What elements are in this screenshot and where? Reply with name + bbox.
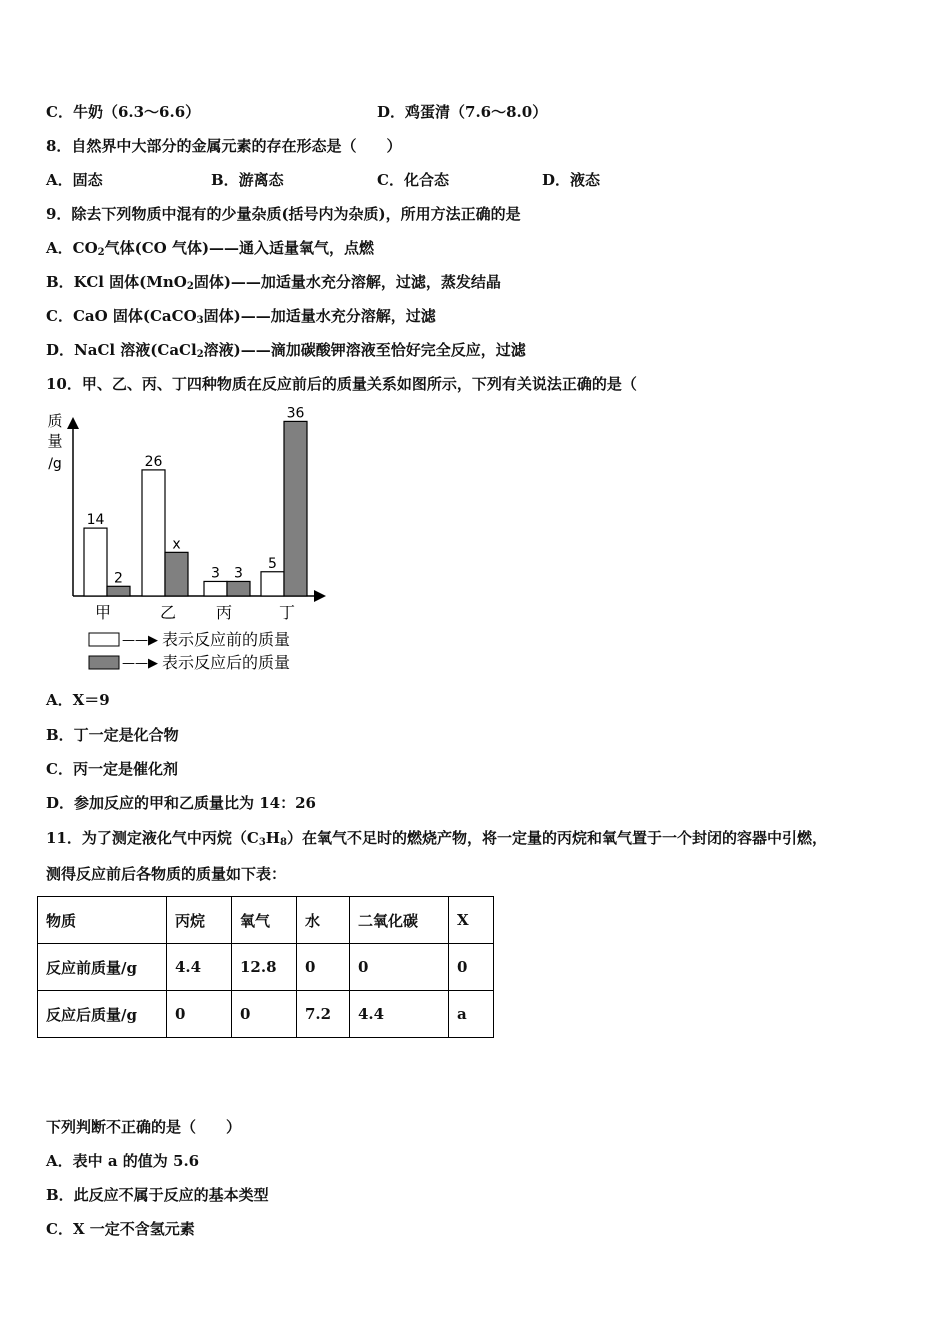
q9-option-c: C．CaO 固体(CaCO$_3$固体)——加适量水充分溶解，过滤 [46, 307, 436, 326]
category-label-yi: 乙 [159, 603, 177, 622]
category-label-bing: 丙 [215, 603, 233, 622]
table-row [38, 991, 494, 1038]
legend-label-after: 表示反应后的质量 [162, 653, 291, 672]
q10-option-a: A．X＝9 [46, 691, 110, 709]
table-header-cell: X [449, 897, 494, 944]
table-header-cell: 水 [297, 897, 350, 944]
legend-label-before: 表示反应前的质量 [162, 630, 291, 649]
q7-option-d: D．鸡蛋清（7.6～8.0） [377, 103, 548, 121]
q10-bar-chart [40, 404, 340, 679]
table-cell: 反应后质量/g [38, 991, 167, 1038]
q11-judge-stem: 下列判断不正确的是（ ） [46, 1118, 242, 1136]
q11-stem-line2: 测得反应前后各物质的质量如下表： [46, 865, 287, 883]
legend-swatch-before [89, 633, 119, 646]
q8-option-a: A．固态 [46, 171, 103, 189]
table-cell: 反应前质量/g [38, 944, 167, 991]
table-cell: 4.4 [350, 991, 449, 1038]
q10-stem: 10．甲、乙、丙、丁四种物质在反应前后的质量关系如图所示，下列有关说法正确的是（ [46, 375, 637, 393]
table-cell: 12.8 [232, 944, 297, 991]
q8-option-b: B．游离态 [211, 171, 284, 189]
bar-before-1 [142, 470, 165, 596]
q10-option-d: D．参加反应的甲和乙质量比为 14：26 [46, 794, 316, 812]
q11-option-b: B．此反应不属于反应的基本类型 [46, 1186, 269, 1204]
table-header-row [38, 897, 494, 944]
y-axis-label-2: 量 [47, 432, 63, 450]
bar-before-3 [261, 572, 284, 596]
bar-after-2 [227, 581, 250, 596]
q8-stem: 8．自然界中大部分的金属元素的存在形态是（ ） [46, 137, 402, 155]
table-cell: 0 [297, 944, 350, 991]
q11-mass-table [37, 896, 494, 1038]
q8-option-d: D．液态 [542, 171, 601, 189]
bar-after-0 [107, 586, 130, 596]
category-label-jia: 甲 [94, 603, 112, 622]
data-label-after-0: 2 [114, 570, 123, 587]
table-cell: 0 [167, 991, 232, 1038]
table-cell: 0 [350, 944, 449, 991]
q7-option-c: C．牛奶（6.3～6.6） [46, 103, 201, 121]
q9-option-b: B．KCl 固体(MnO$_2$固体)——加适量水充分溶解，过滤，蒸发结晶 [46, 273, 501, 292]
q11-option-c: C．X 一定不含氢元素 [46, 1220, 195, 1238]
data-label-before-3: 5 [268, 555, 277, 572]
table-header-cell: 丙烷 [167, 897, 232, 944]
table-header-cell: 氧气 [232, 897, 297, 944]
data-label-after-3: 36 [286, 405, 305, 422]
q11-stem-line1: 11．为了测定液化气中丙烷$(C_3H_8)$在氧气不足时的燃烧产物，将一定量的丙烷和氧气置于一个封闭的容器中引燃， [46, 829, 827, 848]
table-cell: 4.4 [167, 944, 232, 991]
bar-before-2 [204, 581, 227, 596]
data-label-before-2: 3 [211, 565, 220, 582]
q10-option-b: B．丁一定是化合物 [46, 726, 179, 744]
q10-option-c: C．丙一定是催化剂 [46, 760, 178, 778]
legend-arrow-after: ——▶ [122, 656, 158, 671]
bar-before-0 [84, 528, 107, 596]
legend-arrow-before: ——▶ [122, 633, 158, 648]
table-cell: a [449, 991, 494, 1038]
category-label-ding: 丁 [278, 603, 296, 622]
legend-swatch-after [89, 656, 119, 669]
data-label-before-0: 14 [86, 512, 105, 529]
table-header-cell: 二氧化碳 [350, 897, 449, 944]
data-label-before-1: 26 [144, 453, 163, 470]
q9-option-d: D．NaCl 溶液(CaCl$_2$溶液)——滴加碳酸钾溶液至恰好完全反应，过滤 [46, 341, 526, 360]
q8-option-c: C．化合态 [377, 171, 449, 189]
table-cell: 7.2 [297, 991, 350, 1038]
table-cell: 0 [449, 944, 494, 991]
q11-option-a: A．表中 a 的值为 5.6 [46, 1152, 200, 1170]
bar-after-3 [284, 421, 307, 596]
table-header-cell: 物质 [38, 897, 167, 944]
table-cell: 0 [232, 991, 297, 1038]
bar-after-1 [165, 552, 188, 596]
table-row [38, 944, 494, 991]
q9-stem: 9．除去下列物质中混有的少量杂质(括号内为杂质)，所用方法正确的是 [46, 205, 521, 223]
data-label-after-2: 3 [234, 565, 243, 582]
y-axis-label-3: /g [48, 456, 62, 472]
data-label-after-1: x [172, 536, 181, 553]
q9-option-a: A．$CO_2$气体(CO 气体)——通入适量氧气，点燃 [46, 239, 375, 258]
y-axis-label-1: 质 [47, 412, 63, 430]
